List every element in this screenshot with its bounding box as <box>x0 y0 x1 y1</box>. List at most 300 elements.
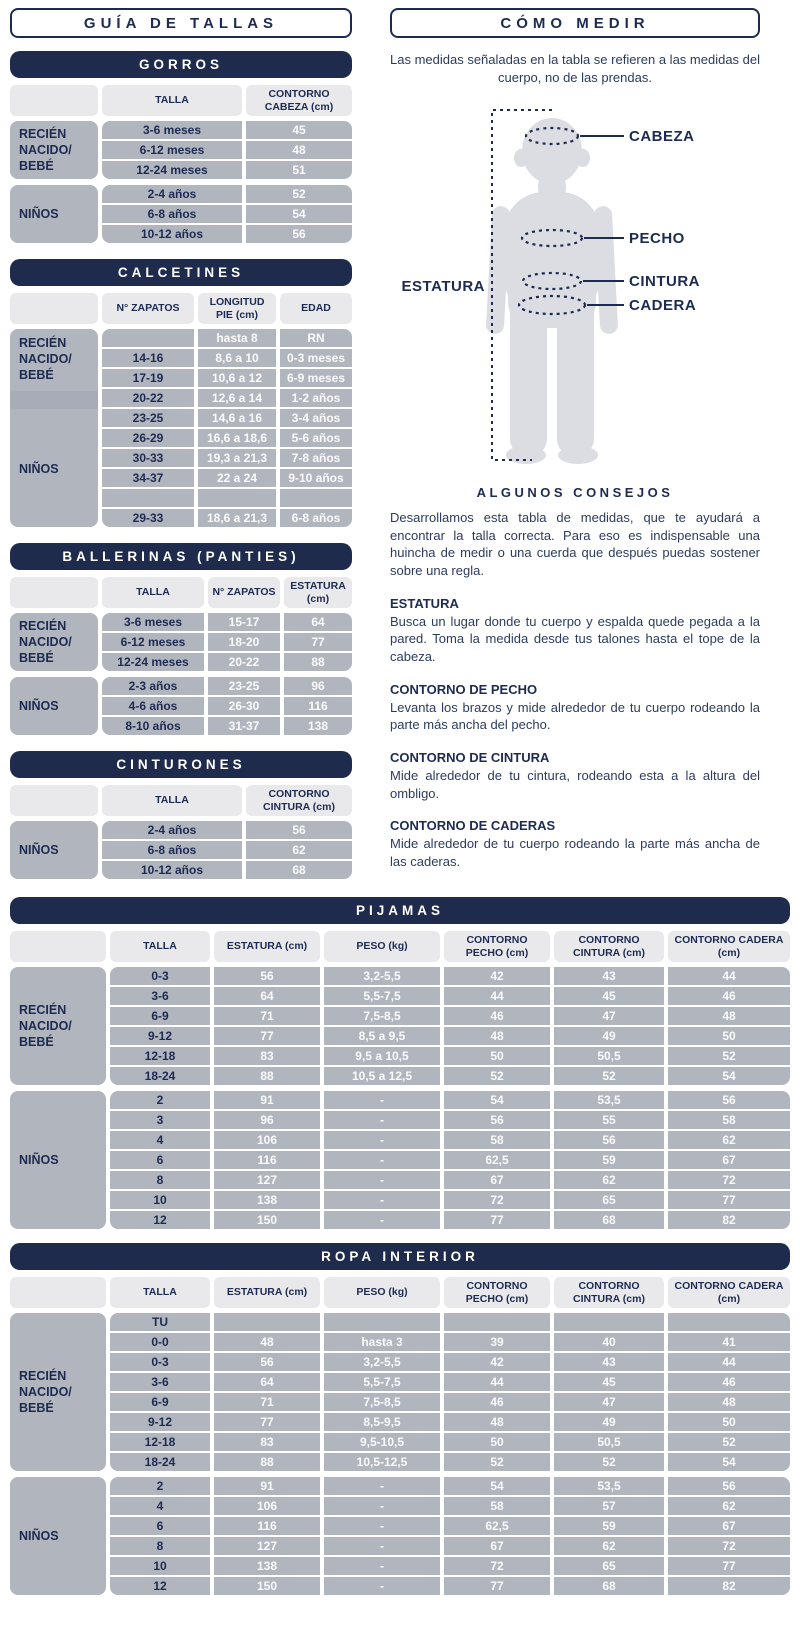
table-cell: 8,5 a 9,5 <box>324 1027 440 1045</box>
table-cell: 71 <box>214 1007 320 1025</box>
table-cell: 54 <box>668 1067 790 1085</box>
table-cell: 45 <box>246 121 352 139</box>
table-cell: 26-29 <box>102 429 194 447</box>
child-silhouette <box>486 118 619 464</box>
column-header: CONTORNO PECHO (cm) <box>444 931 550 962</box>
table-cell: 150 <box>214 1577 320 1595</box>
table-cell: TU <box>110 1313 210 1331</box>
row-group <box>10 329 352 527</box>
table-cell: 3,2-5,5 <box>324 1353 440 1371</box>
table-cell: 48 <box>668 1007 790 1025</box>
table-cell: 67 <box>444 1171 550 1189</box>
row-group-label <box>10 329 98 527</box>
row-group-data <box>102 185 352 243</box>
column-header: N° ZAPATOS <box>102 293 194 324</box>
cabeza-label: CABEZA <box>629 128 695 146</box>
table-cell: 52 <box>444 1453 550 1471</box>
table-cell: 138 <box>284 717 352 735</box>
header-row <box>10 931 790 962</box>
table-cell: 56 <box>554 1131 664 1149</box>
table-cell: 77 <box>668 1191 790 1209</box>
table-cell: 106 <box>214 1131 320 1149</box>
table-cell: 46 <box>444 1393 550 1411</box>
consejos-title: ALGUNOS CONSEJOS <box>476 485 674 501</box>
column-header: TALLA <box>102 785 242 816</box>
table-cell: 8,6 a 10 <box>198 349 276 367</box>
table-cell: 58 <box>444 1131 550 1149</box>
table-cell <box>554 1313 664 1331</box>
corner-cell <box>10 931 106 962</box>
table-cell: 43 <box>554 1353 664 1371</box>
column-header: PESO (kg) <box>324 1277 440 1308</box>
column-header: CONTORNO PECHO (cm) <box>444 1277 550 1308</box>
table-cell: 46 <box>668 987 790 1005</box>
column-header: ESTATURA (cm) <box>214 1277 320 1308</box>
table-cell: 50,5 <box>554 1047 664 1065</box>
table-cell: 56 <box>214 1353 320 1371</box>
table-cell: 44 <box>668 1353 790 1371</box>
header-row <box>10 85 352 116</box>
table-cell: 58 <box>668 1111 790 1129</box>
row-group-label: NIÑOS <box>10 1091 106 1229</box>
row-group-label: RECIÉN NACIDO/ BEBÉ <box>10 967 106 1085</box>
table-cell: 4 <box>110 1131 210 1149</box>
table-cell: 2 <box>110 1091 210 1109</box>
como-medir-title: CÓMO MEDIR <box>390 8 760 38</box>
table-cell: 49 <box>554 1027 664 1045</box>
table-cell: 3-6 <box>110 1373 210 1391</box>
table-cell: 48 <box>668 1393 790 1411</box>
table-cell: 7,5-8,5 <box>324 1393 440 1411</box>
table-cell: 62,5 <box>444 1151 550 1169</box>
table-cell: 46 <box>444 1007 550 1025</box>
table-cell: 2-4 años <box>102 185 242 203</box>
table-cell: 44 <box>668 967 790 985</box>
table-cell: 52 <box>554 1453 664 1471</box>
table-cell: 4 <box>110 1497 210 1515</box>
table-cell: - <box>324 1151 440 1169</box>
table-cell: 18-20 <box>208 633 280 651</box>
column-header: CONTORNO CINTURA (cm) <box>554 931 664 962</box>
child-silhouette-diagram <box>392 98 726 470</box>
table-cell: 68 <box>246 861 352 879</box>
table-cell: 51 <box>246 161 352 179</box>
table-cell: 50,5 <box>554 1433 664 1451</box>
table-cell: 12-24 meses <box>102 161 242 179</box>
table-cell: 138 <box>214 1557 320 1575</box>
table-cell: 8-10 años <box>102 717 204 735</box>
row-group <box>10 121 352 179</box>
table-cell: 16,6 a 18,6 <box>198 429 276 447</box>
table-cell: 77 <box>444 1211 550 1229</box>
table-cell: 47 <box>554 1007 664 1025</box>
table-cell: 45 <box>554 987 664 1005</box>
table-cell: 88 <box>214 1067 320 1085</box>
table-cell: 0-3 <box>110 1353 210 1371</box>
corner-cell <box>10 577 98 608</box>
table-cell: 77 <box>214 1027 320 1045</box>
column-header: CONTORNO CADERA (cm) <box>668 931 790 962</box>
table-cell: 6-9 <box>110 1393 210 1411</box>
row-group-label: RECIÉN NACIDO/ BEBÉ <box>10 1313 106 1471</box>
table-cell: 14,6 a 16 <box>198 409 276 427</box>
table-cell: hasta 8 <box>198 329 276 347</box>
table-cell: 23-25 <box>102 409 194 427</box>
row-group-label: NIÑOS <box>10 1477 106 1595</box>
table-cell: - <box>324 1091 440 1109</box>
table-gorros <box>10 51 352 243</box>
column-header: PESO (kg) <box>324 931 440 962</box>
measure-section-caderas <box>390 818 760 870</box>
table-cell: 56 <box>214 967 320 985</box>
table-cell: 68 <box>554 1211 664 1229</box>
row-group-data <box>102 677 352 735</box>
table-cell: 72 <box>444 1191 550 1209</box>
table-cell: 2 <box>110 1477 210 1495</box>
table-cell: 116 <box>284 697 352 715</box>
column-header: ESTATURA (cm) <box>284 577 352 608</box>
section-heading: CONTORNO DE CADERAS <box>390 818 556 834</box>
table-cell: 10,6 a 12 <box>198 369 276 387</box>
row-group-label-bottom: NIÑOS <box>19 461 59 476</box>
table-cell: 58 <box>444 1497 550 1515</box>
section-text: Mide alrededor de tu cintura, rodeando esta a la altura del ombligo. <box>390 768 760 801</box>
table-cell: 10 <box>110 1557 210 1575</box>
row-group-label: NIÑOS <box>10 821 98 879</box>
header-row <box>10 293 352 324</box>
table-cell: 3-6 meses <box>102 121 242 139</box>
table-cell: - <box>324 1211 440 1229</box>
table-cell: RN <box>280 329 352 347</box>
row-group-data <box>110 1313 790 1471</box>
table-cell: 18-24 <box>110 1453 210 1471</box>
table-cell: 12-24 meses <box>102 653 204 671</box>
table-cell: 12 <box>110 1211 210 1229</box>
table-cell: 56 <box>668 1477 790 1495</box>
table-cell: - <box>324 1111 440 1129</box>
table-cell: 3,2-5,5 <box>324 967 440 985</box>
table-cell: 44 <box>444 1373 550 1391</box>
table-cell: 43 <box>554 967 664 985</box>
table-cell: 17-19 <box>102 369 194 387</box>
table-cinturones <box>10 751 352 879</box>
table-cell: 77 <box>668 1557 790 1575</box>
calcetines-section-title: CALCETINES <box>10 259 352 286</box>
row-group <box>10 967 790 1085</box>
row-group <box>10 821 352 879</box>
table-cell: 52 <box>246 185 352 203</box>
table-cell: 40 <box>554 1333 664 1351</box>
column-header: TALLA <box>110 1277 210 1308</box>
table-cell: 0-3 meses <box>280 349 352 367</box>
column-header: TALLA <box>102 577 204 608</box>
corner-cell <box>10 85 98 116</box>
table-cell: 29-33 <box>102 509 194 527</box>
table-cell: 8 <box>110 1537 210 1555</box>
row-group-data <box>110 1477 790 1595</box>
column-header: EDAD <box>280 293 352 324</box>
table-ropa_interior <box>10 1243 790 1595</box>
table-cell <box>668 1313 790 1331</box>
table-cell: 67 <box>668 1517 790 1535</box>
table-cell: 77 <box>284 633 352 651</box>
table-cell: 30-33 <box>102 449 194 467</box>
row-group <box>10 677 352 735</box>
table-cell: - <box>324 1191 440 1209</box>
table-cell: 72 <box>444 1557 550 1575</box>
row-group-label-top: RECIÉN NACIDO/ BEBÉ <box>19 335 72 383</box>
table-cell: 62 <box>554 1171 664 1189</box>
table-cell: 48 <box>246 141 352 159</box>
table-cell: 67 <box>668 1151 790 1169</box>
table-cell: 71 <box>214 1393 320 1411</box>
table-cell: 138 <box>214 1191 320 1209</box>
table-cell: 18,6 a 21,3 <box>198 509 276 527</box>
table-cell: 83 <box>214 1047 320 1065</box>
section-heading: CONTORNO DE PECHO <box>390 681 538 697</box>
row-group <box>10 1477 790 1595</box>
table-cell: 12-18 <box>110 1433 210 1451</box>
table-cell: 56 <box>246 821 352 839</box>
table-cell: 3 <box>110 1111 210 1129</box>
table-cell: 15-17 <box>208 613 280 631</box>
measure-section-estatura <box>390 596 760 666</box>
table-cell: - <box>324 1171 440 1189</box>
table-cell: 34-37 <box>102 469 194 487</box>
table-cell <box>444 1313 550 1331</box>
section-text: Levanta los brazos y mide alrededor de tu cuerpo rodeando la parte más ancha del pecho. <box>390 699 760 733</box>
row-group <box>10 185 352 243</box>
table-cell: 12 <box>110 1577 210 1595</box>
table-cell: 2-3 años <box>102 677 204 695</box>
table-pijamas <box>10 897 790 1229</box>
row-group <box>10 613 352 671</box>
table-cell: 47 <box>554 1393 664 1411</box>
column-header: ESTATURA (cm) <box>214 931 320 962</box>
table-cell: 62 <box>668 1497 790 1515</box>
row-group-data <box>102 121 352 179</box>
table-cell: 59 <box>554 1517 664 1535</box>
table-cell <box>324 1313 440 1331</box>
table-cell: 56 <box>246 225 352 243</box>
table-cell: 88 <box>214 1453 320 1471</box>
table-cell: 10 <box>110 1191 210 1209</box>
table-cell: 53,5 <box>554 1477 664 1495</box>
table-cell: 6-12 meses <box>102 633 204 651</box>
table-cell: 54 <box>246 205 352 223</box>
table-cell: 7-8 años <box>280 449 352 467</box>
table-cell: 52 <box>554 1067 664 1085</box>
row-group-data <box>102 821 352 879</box>
table-cell <box>280 489 352 507</box>
table-cell: 59 <box>554 1151 664 1169</box>
table-cell: 31-37 <box>208 717 280 735</box>
table-cell: 12-18 <box>110 1047 210 1065</box>
table-cell: 46 <box>668 1373 790 1391</box>
table-cell: 10,5-12,5 <box>324 1453 440 1471</box>
table-cell: 9-10 años <box>280 469 352 487</box>
table-cell: 45 <box>554 1373 664 1391</box>
table-cell: 5-6 años <box>280 429 352 447</box>
row-group-label: NIÑOS <box>10 185 98 243</box>
measure-section-cintura <box>390 750 760 802</box>
table-cell: 62 <box>668 1131 790 1149</box>
row-group <box>10 1313 790 1471</box>
table-cell: 42 <box>444 967 550 985</box>
como-medir-panel <box>352 8 790 881</box>
column-header: CONTORNO CINTURA (cm) <box>246 785 352 816</box>
table-cell: 18-24 <box>110 1067 210 1085</box>
table-cell: 12,6 a 14 <box>198 389 276 407</box>
table-cell: 64 <box>214 1373 320 1391</box>
header-row <box>10 785 352 816</box>
table-cell: 64 <box>214 987 320 1005</box>
table-cell: 6-8 años <box>102 205 242 223</box>
table-cell: 49 <box>554 1413 664 1431</box>
table-cell: 116 <box>214 1517 320 1535</box>
table-cell: 82 <box>668 1211 790 1229</box>
table-cell: 57 <box>554 1497 664 1515</box>
table-cell: 19,3 a 21,3 <box>198 449 276 467</box>
table-cell: 6 <box>110 1151 210 1169</box>
table-cell <box>102 329 194 347</box>
table-cell: 50 <box>668 1027 790 1045</box>
pijamas-section-title: PIJAMAS <box>10 897 790 924</box>
table-cell: 6-8 años <box>102 841 242 859</box>
table-cell: 55 <box>554 1111 664 1129</box>
column-header: N° ZAPATOS <box>208 577 280 608</box>
corner-cell <box>10 785 98 816</box>
row-group <box>10 1091 790 1229</box>
table-cell: 5,5-7,5 <box>324 987 440 1005</box>
ropa_interior-section-title: ROPA INTERIOR <box>10 1243 790 1270</box>
left-tables-container <box>10 51 352 879</box>
table-cell: 150 <box>214 1211 320 1229</box>
estatura-label: ESTATURA <box>401 278 485 296</box>
table-cell: 62,5 <box>444 1517 550 1535</box>
bottom-tables-container <box>10 897 790 1595</box>
cadera-label: CADERA <box>629 297 697 315</box>
table-cell <box>198 489 276 507</box>
table-cell: 6-9 <box>110 1007 210 1025</box>
column-header: CONTORNO CADERA (cm) <box>668 1277 790 1308</box>
table-cell: 50 <box>444 1433 550 1451</box>
table-cell: 77 <box>214 1413 320 1431</box>
table-cell: 64 <box>284 613 352 631</box>
table-cell: 39 <box>444 1333 550 1351</box>
table-cell: 9-12 <box>110 1027 210 1045</box>
measure-diagram <box>392 98 760 475</box>
table-cell: 20-22 <box>208 653 280 671</box>
table-cell: 6-9 meses <box>280 369 352 387</box>
label-divider-band <box>10 391 98 409</box>
table-cell: - <box>324 1497 440 1515</box>
section-heading: ESTATURA <box>390 595 459 611</box>
table-cell: 54 <box>444 1091 550 1109</box>
pecho-label: PECHO <box>629 230 685 248</box>
table-cell <box>214 1313 320 1331</box>
table-cell: - <box>324 1557 440 1575</box>
table-cell: 72 <box>668 1171 790 1189</box>
table-cell: 6-12 meses <box>102 141 242 159</box>
table-cell: 54 <box>444 1477 550 1495</box>
table-cell: 65 <box>554 1191 664 1209</box>
table-cell: 62 <box>554 1537 664 1555</box>
table-cell: 42 <box>444 1353 550 1371</box>
table-cell <box>102 489 194 507</box>
table-cell: 88 <box>284 653 352 671</box>
table-cell: 9,5 a 10,5 <box>324 1047 440 1065</box>
table-cell: 41 <box>668 1333 790 1351</box>
table-cell: 14-16 <box>102 349 194 367</box>
table-cell: 52 <box>668 1047 790 1065</box>
table-cell: 3-4 años <box>280 409 352 427</box>
table-cell: 77 <box>444 1577 550 1595</box>
table-cell: 56 <box>444 1111 550 1129</box>
table-cell: 6-8 años <box>280 509 352 527</box>
table-cell: 106 <box>214 1497 320 1515</box>
table-cell: 67 <box>444 1537 550 1555</box>
column-header: CONTORNO CABEZA (cm) <box>246 85 352 116</box>
table-calcetines <box>10 259 352 527</box>
table-cell: - <box>324 1537 440 1555</box>
table-cell: 2-4 años <box>102 821 242 839</box>
table-cell: 52 <box>444 1067 550 1085</box>
table-cell: 72 <box>668 1537 790 1555</box>
table-cell: 9,5-10,5 <box>324 1433 440 1451</box>
como-medir-intro: Las medidas señaladas en la tabla se refieren a las medidas del cuerpo, no de las prendas. <box>390 52 761 85</box>
table-cell: - <box>324 1577 440 1595</box>
table-cell: - <box>324 1131 440 1149</box>
table-ballerinas <box>10 543 352 735</box>
corner-cell <box>10 1277 106 1308</box>
table-cell: 48 <box>214 1333 320 1351</box>
table-cell: 91 <box>214 1477 320 1495</box>
table-cell: 9-12 <box>110 1413 210 1431</box>
table-cell: 50 <box>668 1413 790 1431</box>
table-cell: 0-0 <box>110 1333 210 1351</box>
row-group-label: NIÑOS <box>10 677 98 735</box>
measure-section-pecho <box>390 682 760 734</box>
table-cell: 3-6 meses <box>102 613 204 631</box>
table-cell: 10,5 a 12,5 <box>324 1067 440 1085</box>
table-cell: 96 <box>214 1111 320 1129</box>
table-cell: 10-12 años <box>102 861 242 879</box>
row-group-data <box>102 613 352 671</box>
cinturones-section-title: CINTURONES <box>10 751 352 778</box>
column-header: CONTORNO CINTURA (cm) <box>554 1277 664 1308</box>
table-cell: 50 <box>444 1047 550 1065</box>
row-group-data <box>110 1091 790 1229</box>
table-cell: 53,5 <box>554 1091 664 1109</box>
row-group-data <box>102 329 352 527</box>
table-cell: 56 <box>668 1091 790 1109</box>
cintura-label: CINTURA <box>629 273 700 291</box>
table-cell: 116 <box>214 1151 320 1169</box>
table-cell: 7,5-8,5 <box>324 1007 440 1025</box>
header-row <box>10 577 352 608</box>
table-cell: 52 <box>668 1433 790 1451</box>
table-cell: 8,5-9,5 <box>324 1413 440 1431</box>
table-cell: 65 <box>554 1557 664 1575</box>
row-group-label: RECIÉN NACIDO/ BEBÉ <box>10 121 98 179</box>
table-cell: 83 <box>214 1433 320 1451</box>
table-cell: 10-12 años <box>102 225 242 243</box>
table-cell: 127 <box>214 1537 320 1555</box>
table-cell: 6 <box>110 1517 210 1535</box>
table-cell: 4-6 años <box>102 697 204 715</box>
table-cell: 8 <box>110 1171 210 1189</box>
